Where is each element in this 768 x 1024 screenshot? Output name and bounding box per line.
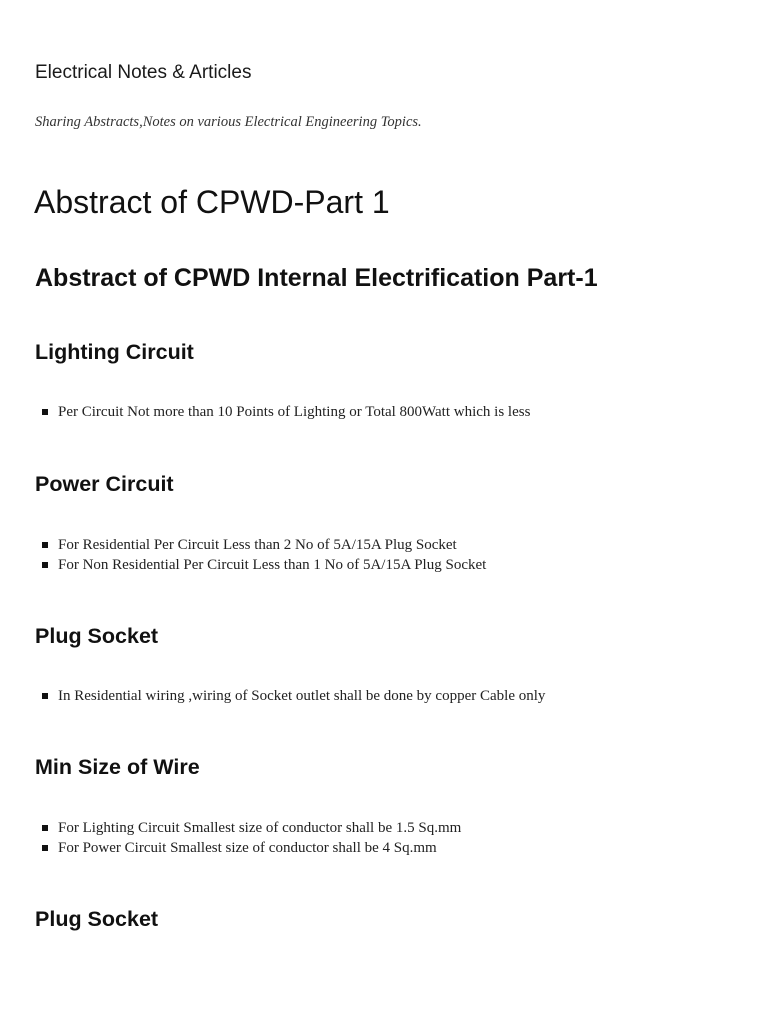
- bullet-icon: [42, 825, 48, 831]
- list-item: [42, 402, 530, 422]
- post-title: Abstract of CPWD-Part 1: [34, 184, 390, 220]
- list-item-text: For Lighting Circuit Smallest size of conductor shall be 1.5 Sq.mm: [58, 820, 462, 836]
- list-item: [42, 838, 461, 858]
- list-item-text: For Residential Per Circuit Less than 2 No of 5A/15A Plug Socket: [58, 537, 457, 553]
- lighting-circuit-list: [42, 402, 530, 422]
- section-heading-power-circuit: Power Circuit: [35, 472, 174, 496]
- site-title[interactable]: Electrical Notes & Articles: [35, 62, 252, 83]
- site-tagline: Sharing Abstracts,Notes on various Electrical Engineering Topics.: [35, 114, 422, 130]
- list-item-text: In Residential wiring ,wiring of Socket outlet shall be done by copper Cable only: [58, 688, 546, 704]
- list-item: [42, 818, 461, 838]
- plug-socket-list: [42, 686, 545, 706]
- section-heading-lighting-circuit: Lighting Circuit: [35, 340, 194, 364]
- list-item: [42, 555, 486, 575]
- list-item-text: For Power Circuit Smallest size of conductor shall be 4 Sq.mm: [58, 840, 437, 856]
- list-item: [42, 686, 545, 706]
- bullet-icon: [42, 845, 48, 851]
- bullet-icon: [42, 562, 48, 568]
- min-size-of-wire-list: [42, 818, 461, 858]
- list-item: [42, 535, 486, 555]
- bullet-icon: [42, 409, 48, 415]
- list-item-text: Per Circuit Not more than 10 Points of Lighting or Total 800Watt which is less: [58, 404, 531, 420]
- bullet-icon: [42, 542, 48, 548]
- section-heading-min-size-of-wire: Min Size of Wire: [35, 755, 200, 779]
- post-subtitle: Abstract of CPWD Internal Electrification Part-1: [35, 264, 598, 292]
- section-heading-plug-socket-2: Plug Socket: [35, 907, 159, 931]
- bullet-icon: [42, 693, 48, 699]
- list-item-text: For Non Residential Per Circuit Less than 1 No of 5A/15A Plug Socket: [58, 557, 487, 573]
- power-circuit-list: [42, 535, 486, 575]
- section-heading-plug-socket: Plug Socket: [35, 624, 159, 648]
